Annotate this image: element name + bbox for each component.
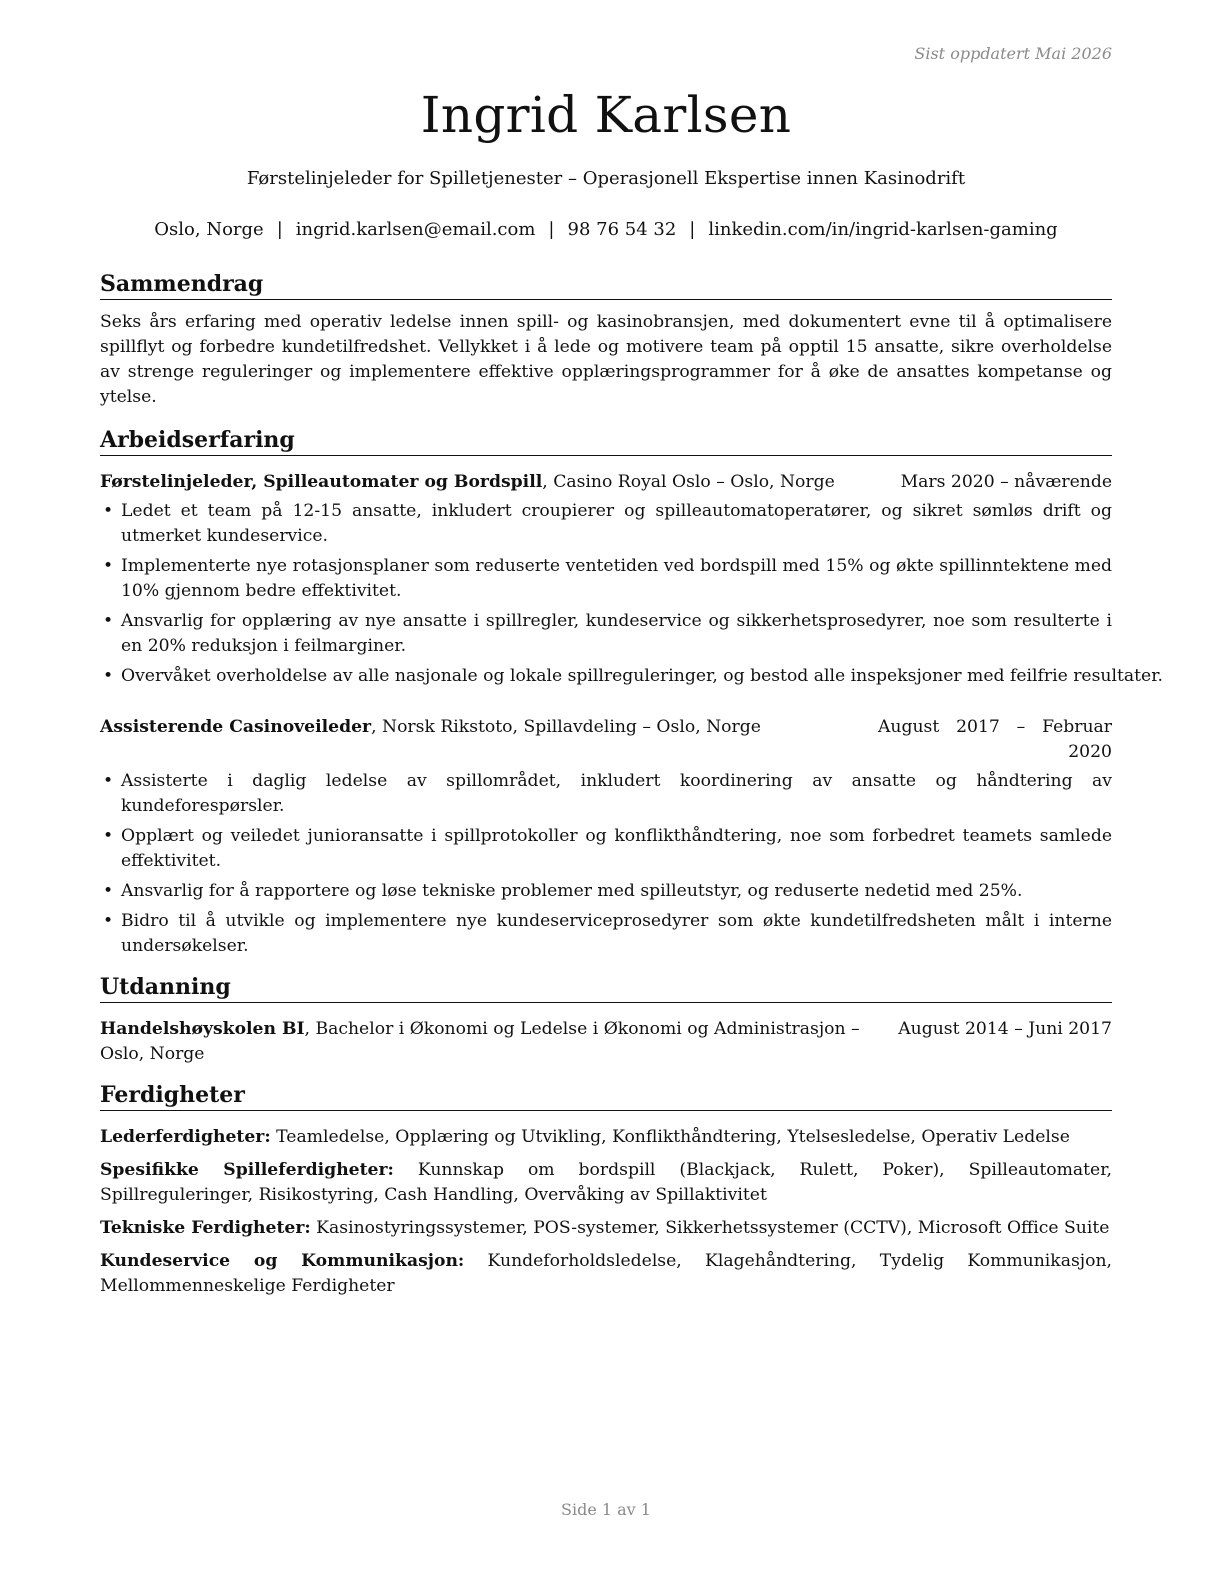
skill-group bbox=[100, 1125, 1112, 1150]
contact-location: Oslo, Norge bbox=[154, 219, 264, 240]
list-item bbox=[100, 824, 1112, 874]
job-title-line bbox=[100, 715, 878, 765]
list-item bbox=[100, 554, 1112, 604]
bullet-icon: • bbox=[103, 826, 114, 846]
bullet-icon: • bbox=[103, 881, 114, 901]
education-section bbox=[100, 973, 1112, 1067]
contact-email[interactable]: ingrid.karlsen@email.com bbox=[295, 219, 536, 240]
contact-separator: | bbox=[276, 219, 283, 240]
skill-text: Kunnskap om bordspill (Blackjack, Rulett, Poker), Spilleautomater, Spillreguleringer, Risikostyring, Cash Handling, Overvåking av Spillaktivitet bbox=[100, 1160, 1112, 1205]
bullet-icon: • bbox=[103, 501, 114, 521]
skill-text: Teamledelse, Opplæring og Utvikling, Konflikthåndtering, Ytelsesledelse, Operativ Ledelse bbox=[270, 1127, 1070, 1147]
skills-list bbox=[100, 1125, 1112, 1299]
job-dates: August 2017 – Februar 2020 bbox=[878, 717, 1112, 762]
list-item bbox=[100, 664, 1164, 689]
bullet-text: Overvåket overholdelse av alle nasjonale og lokale spillreguleringer, og bestod alle inspeksjoner med feilfrie resultater. bbox=[121, 666, 1164, 686]
job-entry bbox=[100, 470, 1164, 689]
skill-label: Lederferdigheter: bbox=[100, 1127, 271, 1147]
skill-group bbox=[100, 1158, 1112, 1208]
job-entry bbox=[100, 715, 1112, 959]
bullet-text: Opplært og veiledet junioransatte i spillprotokoller og konflikthåndtering, noe som forbedret teamets samlede effektivitet. bbox=[121, 826, 1112, 871]
section-title-skills: Ferdigheter bbox=[100, 1081, 1112, 1111]
bullet-text: Bidro til å utvikle og implementere nye kundeserviceprosedyrer som økte kundetilfredsheten målt i interne undersøkelser. bbox=[121, 911, 1112, 956]
skill-text: Kasinostyringssystemer, POS-systemer, Sikkerhetssystemer (CCTV), Microsoft Office Suite bbox=[310, 1218, 1110, 1238]
skill-text: Kundeforholdsledelse, Klagehåndtering, Tydelig Kommunikasjon, Mellommenneskelige Ferdigheter bbox=[100, 1251, 1112, 1296]
job-role: Assisterende Casinoveileder bbox=[100, 717, 372, 737]
job-org: , Casino Royal Oslo – Oslo, Norge bbox=[542, 472, 835, 492]
bullet-icon: • bbox=[103, 911, 114, 931]
contact-phone: 98 76 54 32 bbox=[567, 219, 677, 240]
job-bullets bbox=[100, 769, 1112, 959]
resume-page bbox=[100, 0, 1164, 1584]
contact-separator: | bbox=[689, 219, 696, 240]
summary-section bbox=[100, 270, 1112, 410]
education-school: Handelshøyskolen BI bbox=[100, 1019, 305, 1039]
job-header bbox=[100, 470, 1112, 495]
skills-section bbox=[100, 1081, 1112, 1299]
bullet-icon: • bbox=[103, 556, 114, 576]
bullet-text: Implementerte nye rotasjonsplaner som reduserte ventetiden ved bordspill med 15% og økte spillinntektene med 10% gjennom bedre effektivitet. bbox=[121, 556, 1112, 601]
contact-line bbox=[100, 219, 1112, 240]
list-item bbox=[100, 909, 1112, 959]
education-entry bbox=[100, 1017, 1112, 1067]
bullet-text: Ledet et team på 12-15 ansatte, inkludert croupierer og spilleautomatoperatører, og sikret sømløs drift og utmerket kundeservice. bbox=[121, 501, 1112, 546]
job-bullets bbox=[100, 499, 1164, 689]
page-number: Side 1 av 1 bbox=[561, 1500, 651, 1519]
list-item bbox=[100, 769, 1112, 819]
list-item bbox=[100, 879, 1112, 904]
skill-group bbox=[100, 1216, 1112, 1241]
bullet-icon: • bbox=[103, 666, 114, 686]
education-degree: , Bachelor i Økonomi og Ledelse i Økonomi og Administrasjon – Oslo, Norge bbox=[100, 1019, 860, 1064]
job-org: , Norsk Rikstoto, Spillavdeling – Oslo, Norge bbox=[371, 717, 761, 737]
bullet-icon: • bbox=[103, 611, 114, 631]
job-title-line bbox=[100, 470, 901, 495]
skill-label: Kundeservice og Kommunikasjon: bbox=[100, 1251, 465, 1271]
education-dates: August 2014 – Juni 2017 bbox=[898, 1019, 1112, 1039]
list-item bbox=[100, 499, 1112, 549]
section-title-summary: Sammendrag bbox=[100, 270, 1112, 300]
tagline: Førstelinjeleder for Spilletjenester – Operasjonell Ekspertise innen Kasinodrift bbox=[246, 168, 966, 189]
summary-text: Seks års erfaring med operativ ledelse innen spill- og kasinobransjen, med dokumentert evne til å optimalisere spillflyt og forbedre kundetilfredshet. Vellykket i å lede og motivere team på opptil 15 ansatte, sikre overholdelse av strenge reguleringer og implementere effektive opplæringsprogrammer for å øke de ansattes kompetanse og ytelse. bbox=[100, 312, 1112, 407]
job-role: Førstelinjeleder, Spilleautomater og Bordspill bbox=[100, 472, 543, 492]
experience-section bbox=[100, 426, 1164, 959]
candidate-name: Ingrid Karlsen bbox=[420, 86, 792, 144]
resume-content bbox=[100, 270, 1164, 1307]
bullet-text: Ansvarlig for å rapportere og løse tekniske problemer med spilleutstyr, og reduserte nedetid med 25%. bbox=[121, 881, 1023, 901]
bullet-text: Ansvarlig for opplæring av nye ansatte i spillregler, kundeservice og sikkerhetsprosedyrer, noe som resulterte i en 20% reduksjon i feilmarginer. bbox=[121, 611, 1112, 656]
contact-linkedin[interactable]: linkedin.com/in/ingrid-karlsen-gaming bbox=[708, 219, 1058, 240]
skill-label: Tekniske Ferdigheter: bbox=[100, 1218, 311, 1238]
contact-separator: | bbox=[548, 219, 555, 240]
bullet-icon: • bbox=[103, 771, 114, 791]
list-item bbox=[100, 609, 1112, 659]
bullet-text: Assisterte i daglig ledelse av spillområdet, inkludert koordinering av ansatte og håndtering av kundeforespørsler. bbox=[121, 771, 1112, 816]
last-updated: Sist oppdatert Mai 2026 bbox=[914, 44, 1112, 63]
skill-label: Spesifikke Spilleferdigheter: bbox=[100, 1160, 394, 1180]
job-dates: Mars 2020 – nåværende bbox=[900, 472, 1112, 492]
skill-group bbox=[100, 1249, 1112, 1299]
education-title-line bbox=[100, 1017, 898, 1067]
job-header bbox=[100, 715, 1112, 765]
section-title-education: Utdanning bbox=[100, 973, 1112, 1003]
section-title-experience: Arbeidserfaring bbox=[100, 426, 1112, 456]
